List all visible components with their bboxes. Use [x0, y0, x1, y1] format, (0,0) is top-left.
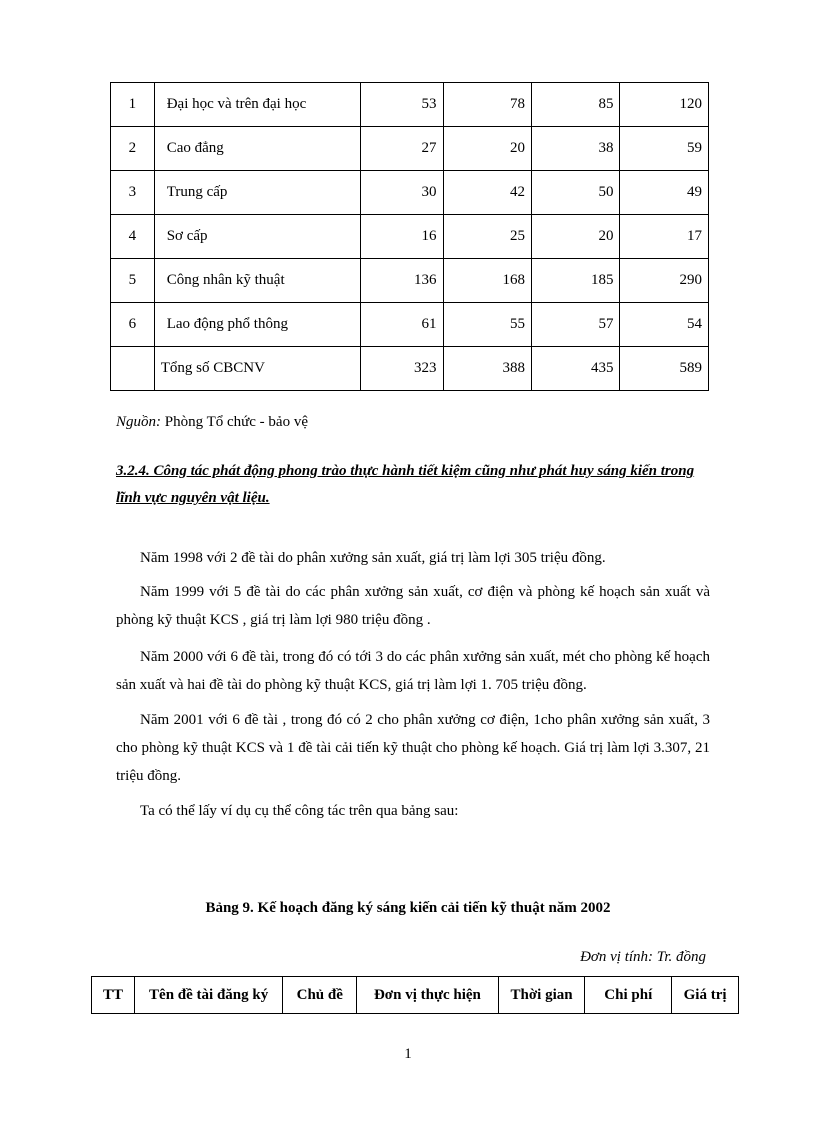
- row-number: 5: [111, 259, 155, 303]
- row-number: 6: [111, 303, 155, 347]
- staff-statistics-table: [110, 82, 709, 391]
- row-number: 2: [111, 127, 155, 171]
- row-value: 16: [361, 215, 443, 259]
- row-value: 185: [532, 259, 620, 303]
- total-value: 589: [620, 347, 709, 391]
- table-row: [111, 171, 709, 215]
- table-header-row: [92, 977, 739, 1014]
- column-header: Chủ đề: [283, 977, 357, 1014]
- body-paragraph: Năm 2000 với 6 đề tài, trong đó có tới 3 do các phân xưởng sản xuất, mét cho phòng kế hoạch sản xuất và hai đề tài do phòng kỹ thuật KCS, giá trị làm lợi 1. 705 triệu đồng.: [116, 649, 710, 693]
- body-paragraph: Ta có thể lấy ví dụ cụ thể công tác trên qua bảng sau:: [140, 803, 459, 819]
- unit-note: Đơn vị tính: Tr. đồng: [580, 949, 706, 965]
- table-row: [111, 127, 709, 171]
- body-paragraph: Năm 1999 với 5 đề tài do các phân xưởng sản xuất, cơ điện và phòng kế hoạch sản xuất và phòng kỹ thuật KCS , giá trị làm lợi 980 triệu đồng .: [116, 584, 710, 628]
- row-value: 290: [620, 259, 709, 303]
- column-header: Giá trị: [672, 977, 739, 1014]
- table-total-row: [111, 347, 709, 391]
- row-value: 120: [620, 83, 709, 127]
- row-value: 59: [620, 127, 709, 171]
- body-paragraph: Năm 1998 với 2 đề tài do phân xưởng sản xuất, giá trị làm lợi 305 triệu đồng.: [140, 550, 606, 566]
- total-value: 435: [532, 347, 620, 391]
- table-caption: Bảng 9. Kế hoạch đăng ký sáng kiến cải tiến kỹ thuật năm 2002: [205, 900, 611, 916]
- row-value: 50: [532, 171, 620, 215]
- row-value: 42: [443, 171, 531, 215]
- row-value: 27: [361, 127, 443, 171]
- row-number: 1: [111, 83, 155, 127]
- row-value: 57: [532, 303, 620, 347]
- row-category: Cao đẳng: [154, 127, 360, 171]
- table-row: [111, 303, 709, 347]
- row-value: 136: [361, 259, 443, 303]
- row-category: Lao động phổ thông: [154, 303, 360, 347]
- page-number: 1: [404, 1046, 412, 1062]
- total-value: 388: [443, 347, 531, 391]
- row-number: 4: [111, 215, 155, 259]
- row-category: Trung cấp: [154, 171, 360, 215]
- initiative-plan-table: [91, 976, 739, 1014]
- row-value: 55: [443, 303, 531, 347]
- total-value: 323: [361, 347, 443, 391]
- row-category: Đại học và trên đại học: [154, 83, 360, 127]
- row-value: 38: [532, 127, 620, 171]
- table-source-note: [116, 414, 308, 431]
- row-value: 30: [361, 171, 443, 215]
- row-value: 25: [443, 215, 531, 259]
- row-value: 17: [620, 215, 709, 259]
- section-heading: 3.2.4. Công tác phát động phong trào thực hành tiết kiệm cũng như phát huy sáng kiến trong lĩnh vực nguyên vật liệu.: [116, 463, 695, 506]
- row-value: 49: [620, 171, 709, 215]
- row-category: Công nhân kỹ thuật: [154, 259, 360, 303]
- row-value: 20: [443, 127, 531, 171]
- source-label: Nguồn:: [116, 414, 161, 430]
- table-row: [111, 259, 709, 303]
- row-category: Sơ cấp: [154, 215, 360, 259]
- column-header: Tên đề tài đăng ký: [134, 977, 282, 1014]
- row-value: 78: [443, 83, 531, 127]
- row-value: 20: [532, 215, 620, 259]
- total-row-number-empty: [111, 347, 155, 391]
- row-value: 53: [361, 83, 443, 127]
- table-row: [111, 83, 709, 127]
- column-header: Đơn vị thực hiện: [357, 977, 499, 1014]
- row-number: 3: [111, 171, 155, 215]
- row-value: 54: [620, 303, 709, 347]
- column-header: Thời gian: [498, 977, 585, 1014]
- column-header: Chi phí: [585, 977, 672, 1014]
- row-value: 168: [443, 259, 531, 303]
- total-label: Tổng số CBCNV: [154, 347, 360, 391]
- column-header: TT: [92, 977, 135, 1014]
- row-value: 85: [532, 83, 620, 127]
- row-value: 61: [361, 303, 443, 347]
- table-row: [111, 215, 709, 259]
- source-text: Phòng Tổ chức - bảo vệ: [164, 414, 308, 430]
- body-paragraph: Năm 2001 với 6 đề tài , trong đó có 2 cho phân xưởng cơ điện, 1cho phân xưởng sản xuất, 3 cho phòng kỹ thuật KCS và 1 đề tài cải tiến kỹ thuật cho phòng kế hoạch. Giá trị làm lợi 3.307, 21 triệu đồng.: [116, 712, 710, 784]
